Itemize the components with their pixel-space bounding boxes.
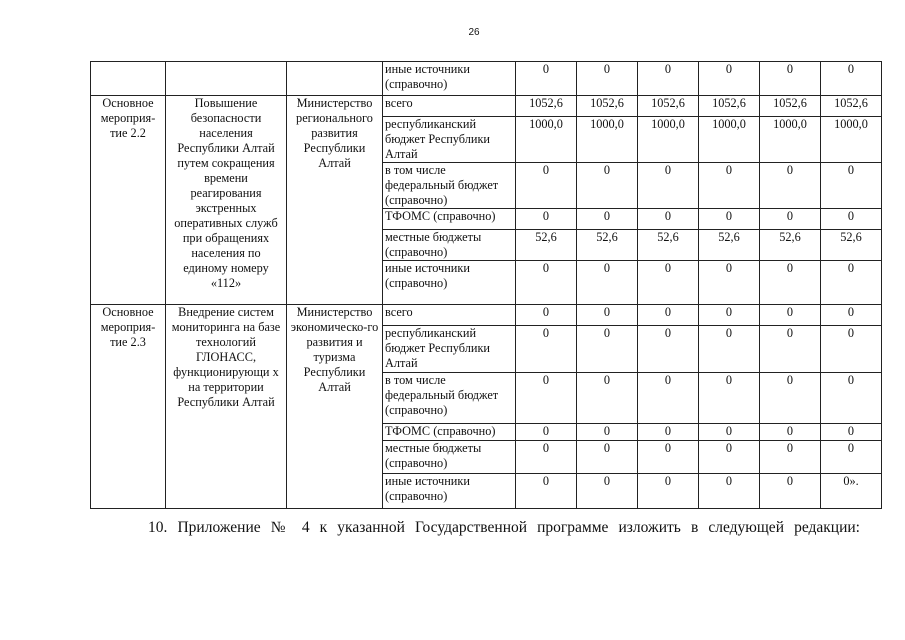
value-cell: 0 xyxy=(760,209,821,230)
value-cell: 1052,6 xyxy=(577,96,638,117)
value-cell: 0 xyxy=(699,474,760,509)
value-cell: 0 xyxy=(760,163,821,209)
value-cell: 0 xyxy=(577,441,638,474)
value-cell: 0 xyxy=(760,441,821,474)
value-cell: 1000,0 xyxy=(516,117,577,163)
value-cell: 0 xyxy=(638,424,699,441)
value-cell: 0 xyxy=(699,373,760,424)
value-cell: 0 xyxy=(760,62,821,96)
value-cell: 0 xyxy=(516,62,577,96)
value-cell: 0 xyxy=(516,474,577,509)
value-cell: 0 xyxy=(516,326,577,373)
value-cell: 0 xyxy=(821,424,882,441)
value-cell: 0 xyxy=(638,209,699,230)
value-cell: 0 xyxy=(821,62,882,96)
value-cell: 0». xyxy=(821,474,882,509)
table-row xyxy=(91,96,882,117)
funding-source-cell: иные источники (справочно) xyxy=(383,261,516,305)
value-cell: 0 xyxy=(516,209,577,230)
value-cell: 52,6 xyxy=(699,230,760,261)
value-cell: 1052,6 xyxy=(516,96,577,117)
value-cell: 0 xyxy=(516,305,577,326)
activity-name-cell: Основное мероприя-тие 2.3 xyxy=(91,305,166,509)
value-cell: 0 xyxy=(638,441,699,474)
empty-executor-cell xyxy=(287,62,383,96)
funding-source-cell: местные бюджеты (справочно) xyxy=(383,230,516,261)
value-cell: 1000,0 xyxy=(577,117,638,163)
value-cell: 0 xyxy=(821,373,882,424)
value-cell: 52,6 xyxy=(638,230,699,261)
value-cell: 0 xyxy=(699,326,760,373)
value-cell: 52,6 xyxy=(760,230,821,261)
funding-source-cell: иные источники (справочно) xyxy=(383,474,516,509)
funding-source-cell: в том числе федеральный бюджет (справочно) xyxy=(383,373,516,424)
value-cell: 1052,6 xyxy=(699,96,760,117)
funding-source-cell: ТФОМС (справочно) xyxy=(383,424,516,441)
value-cell: 1000,0 xyxy=(699,117,760,163)
value-cell: 0 xyxy=(577,305,638,326)
value-cell: 0 xyxy=(516,163,577,209)
funding-source-cell: всего xyxy=(383,96,516,117)
value-cell: 0 xyxy=(577,474,638,509)
value-cell: 0 xyxy=(821,163,882,209)
value-cell: 0 xyxy=(638,373,699,424)
value-cell: 0 xyxy=(638,261,699,305)
value-cell: 1052,6 xyxy=(638,96,699,117)
value-cell: 0 xyxy=(821,305,882,326)
value-cell: 0 xyxy=(516,261,577,305)
value-cell: 0 xyxy=(516,373,577,424)
table-row xyxy=(91,305,882,326)
funding-table xyxy=(90,61,882,509)
amendment-paragraph: 10. Приложение № 4 к указанной Государственной программе изложить в следующей редакции: xyxy=(148,519,860,536)
page-number: 26 xyxy=(468,27,480,38)
value-cell: 0 xyxy=(638,62,699,96)
value-cell: 0 xyxy=(577,163,638,209)
funding-source-cell: в том числе федеральный бюджет (справочно) xyxy=(383,163,516,209)
value-cell: 0 xyxy=(516,441,577,474)
value-cell: 1000,0 xyxy=(760,117,821,163)
value-cell: 0 xyxy=(821,209,882,230)
table-row xyxy=(91,62,882,96)
value-cell: 0 xyxy=(577,209,638,230)
funding-source-cell: всего xyxy=(383,305,516,326)
value-cell: 0 xyxy=(699,441,760,474)
value-cell: 1052,6 xyxy=(760,96,821,117)
value-cell: 0 xyxy=(577,326,638,373)
value-cell: 52,6 xyxy=(516,230,577,261)
value-cell: 52,6 xyxy=(577,230,638,261)
value-cell: 52,6 xyxy=(821,230,882,261)
value-cell: 0 xyxy=(699,209,760,230)
activity-description-cell: Внедрение систем мониторинга на базе технологий ГЛОНАСС, функционирующи х на территории Республики Алтай xyxy=(166,305,287,509)
empty-description-cell xyxy=(166,62,287,96)
value-cell: 0 xyxy=(699,163,760,209)
funding-source-cell: республиканский бюджет Республики Алтай xyxy=(383,117,516,163)
value-cell: 0 xyxy=(699,62,760,96)
value-cell: 0 xyxy=(638,163,699,209)
value-cell: 0 xyxy=(577,261,638,305)
executor-cell: Министерство регионального развития Республики Алтай xyxy=(287,96,383,305)
value-cell: 1000,0 xyxy=(821,117,882,163)
activity-name-cell: Основное мероприя-тие 2.2 xyxy=(91,96,166,305)
value-cell: 0 xyxy=(821,326,882,373)
value-cell: 0 xyxy=(638,474,699,509)
empty-name-cell xyxy=(91,62,166,96)
value-cell: 0 xyxy=(760,305,821,326)
value-cell: 0 xyxy=(638,326,699,373)
funding-source-cell: ТФОМС (справочно) xyxy=(383,209,516,230)
funding-table-body xyxy=(91,62,882,509)
value-cell: 0 xyxy=(638,305,699,326)
value-cell: 0 xyxy=(699,261,760,305)
value-cell: 0 xyxy=(577,373,638,424)
value-cell: 0 xyxy=(577,62,638,96)
value-cell: 0 xyxy=(821,261,882,305)
value-cell: 0 xyxy=(760,424,821,441)
value-cell: 0 xyxy=(821,441,882,474)
activity-description-cell: Повышение безопасности населения Республики Алтай путем сокращения времени реагирования экстренных оперативных служб при обращениях населения по единому номеру «112» xyxy=(166,96,287,305)
value-cell: 0 xyxy=(699,305,760,326)
value-cell: 0 xyxy=(760,326,821,373)
value-cell: 0 xyxy=(577,424,638,441)
value-cell: 1052,6 xyxy=(821,96,882,117)
value-cell: 0 xyxy=(760,474,821,509)
funding-source-cell: местные бюджеты (справочно) xyxy=(383,441,516,474)
funding-source-cell: иные источники (справочно) xyxy=(383,62,516,96)
value-cell: 0 xyxy=(760,261,821,305)
executor-cell: Министерство экономическо-го развития и туризма Республики Алтай xyxy=(287,305,383,509)
value-cell: 1000,0 xyxy=(638,117,699,163)
value-cell: 0 xyxy=(760,373,821,424)
value-cell: 0 xyxy=(516,424,577,441)
funding-source-cell: республиканский бюджет Республики Алтай xyxy=(383,326,516,373)
value-cell: 0 xyxy=(699,424,760,441)
